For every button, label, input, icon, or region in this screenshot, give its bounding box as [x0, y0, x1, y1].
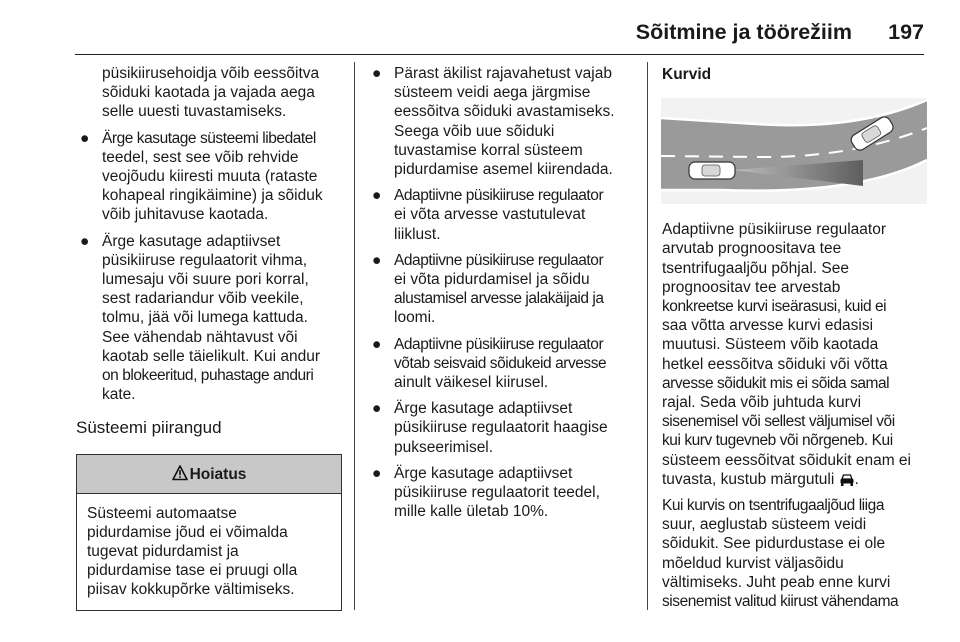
curve-illustration: [661, 98, 927, 204]
header-divider: [75, 54, 924, 55]
bullet-dot: ●: [372, 464, 382, 482]
bullet-item: ● Ärge kasutage adaptiivset püsikiiruse regulaatorit teedel, mille kalle ületab 10%.: [372, 464, 600, 521]
chapter-title: Sõitmine ja töörežiim: [635, 20, 852, 44]
bullet-item: ● Ärge kasutage süsteemi libedatel teedel, sest see võib rehvide veojõudu kiiresti muuta (rataste kohapeal ringikäimine) ja sõiduk võib juhitavuse kaotada.: [80, 129, 323, 224]
column-2: [368, 64, 634, 528]
bullet-dot: ●: [372, 400, 382, 418]
bullet-item: ● Ärge kasutage adaptiivset püsikiiruse regulaatorit vihma, lumesaju või suure pori korral, sest radariandur võib veekile, tolmu, jää või lumega kattuda. See vähendab nähtavust või kaotab selle täielikult. Kui andur on blokeeritud, puhastage anduri kate.: [80, 232, 320, 404]
bullet-dot: ●: [372, 335, 382, 353]
bullet-item: ● Adaptiivne püsikiiruse regulaator ei võta arvesse vastutulevat liiklust.: [372, 187, 604, 243]
bullet-item: ● Ärge kasutage adaptiivset püsikiiruse regulaatorit haagise pukseerimisel.: [372, 400, 608, 456]
bullet-item: ● Adaptiivne püsikiiruse regulaator ei võta pidurdamisel ja sõidu alustamisel arvesse jalakäijaid ja loomi.: [372, 251, 604, 327]
bullet-dot: ●: [372, 187, 382, 205]
column-divider-2: [647, 62, 648, 610]
warning-box: [76, 454, 342, 611]
column-1: [76, 64, 342, 611]
bullet-item: ● Adaptiivne püsikiiruse regulaator võtab seisvaid sõidukeid arvesse ainult väikesel kiirusel.: [372, 335, 607, 392]
bullet-dot: ●: [80, 129, 90, 147]
column-3: [662, 64, 927, 618]
vehicle-indicator-icon: [839, 473, 855, 487]
bullet-dot: ●: [372, 251, 382, 269]
subsection-heading: Kurvid: [662, 66, 712, 83]
curves-paragraph-2: Kui kurvis on tsentrifugaaljõud liiga suur, aeglustab süsteem veidi sõidukit. See pidurdustase ei ole mõeldud kurvist väljasõidu vältimiseks. Juht peab enne kurvi sisenemist valitud kiirust vähendama: [662, 497, 899, 611]
bullet-dot: ●: [80, 232, 90, 250]
section-heading: Süsteemi piirangud: [76, 418, 222, 438]
bullet-item: ● Pärast äkilist rajavahetust vajab süsteem veidi aega järgmise eessõitva sõiduki avastamiseks. Seega võib uue sõiduki tuvastamise korral süsteem pidurdamise asemel kiirendada.: [372, 65, 615, 179]
continuation-text: püsikiirusehoidja võib eessõitva sõiduki kaotada ja vajada aega selle uuesti tuvastamiseks.: [102, 65, 320, 121]
column-divider-1: [354, 62, 355, 610]
page-number: 197: [888, 20, 924, 44]
warning-icon: [172, 465, 188, 481]
warning-title: Hoiatus: [189, 465, 247, 483]
page-header: [0, 0, 960, 62]
bullet-dot: ●: [372, 65, 382, 82]
curves-paragraph-1: Adaptiivne püsikiiruse regulaator arvutab prognoositava tee tsentrifugaaljõu põhjal. See prognoositav tee arvestab konkreetse kurvi iseärasusi, kuid ei saa võtta arvesse kurvi edasisi muutusi. Süsteem võib kaotada hetkel eessõitva sõiduki või võtta arvesse sõidukit mis ei sõida samal rajal. Seda võib juhtuda kurvi sisenemisel või sellest väljumisel või kui kurv tugevneb või nõrgeneb. Kui süsteem eessõitvat sõidukit enam ei tuvasta, kustub märgutuli .: [662, 221, 911, 488]
warning-body: Süsteemi automaatse pidurdamise jõud ei võimalda tugevat pidurdamist ja pidurdamise tase ei pruugi olla piisav kokkupõrke vältimiseks.: [87, 504, 298, 599]
warning-header: [77, 455, 341, 494]
